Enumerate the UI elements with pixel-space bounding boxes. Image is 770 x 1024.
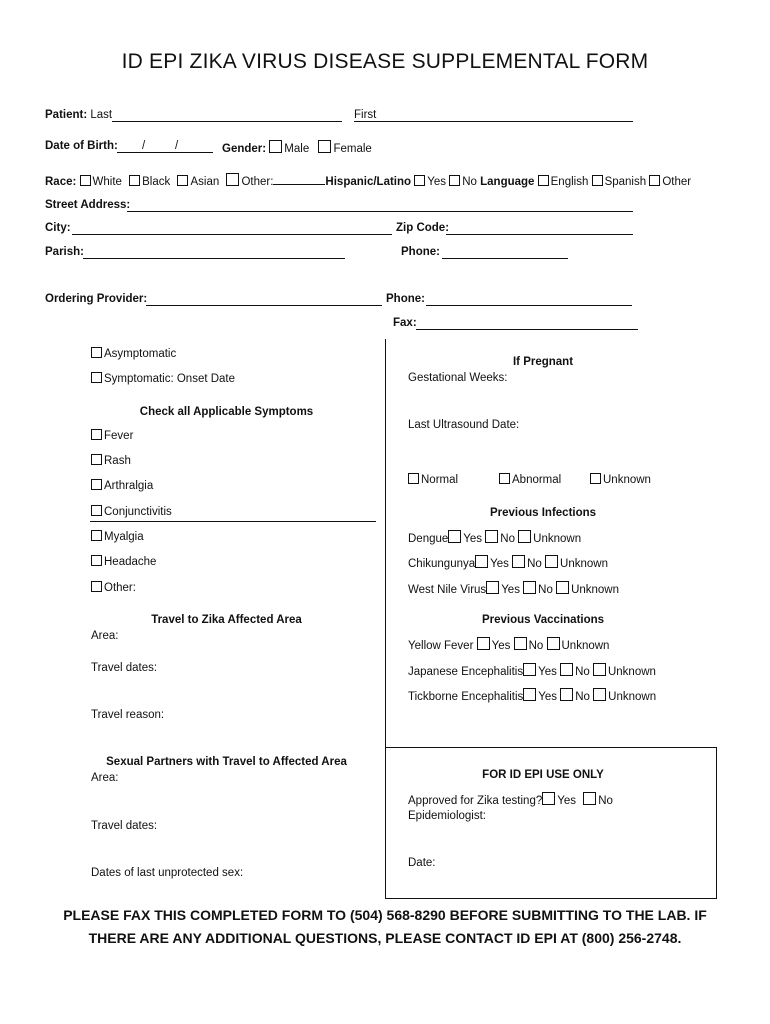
male-label: Male — [284, 143, 310, 155]
white-label: White — [92, 176, 122, 188]
tickborne-unknown-checkbox[interactable] — [593, 688, 606, 701]
race-row — [45, 173, 691, 188]
patient-phone-field[interactable] — [442, 258, 568, 259]
dob-sep-2: / — [175, 140, 179, 152]
vaccination-label: Tickborne Encephalitis — [408, 691, 524, 703]
unknown-label: Unknown — [571, 584, 620, 596]
chikungunya-yes-checkbox[interactable] — [475, 555, 488, 568]
yes-label: Yes — [557, 795, 577, 807]
provider-phone-field[interactable] — [426, 305, 632, 306]
travel-dates-label: Travel dates: — [91, 662, 158, 674]
spanish-checkbox[interactable] — [592, 175, 603, 186]
tickborne-no-checkbox[interactable] — [560, 688, 573, 701]
gender-row — [222, 140, 372, 155]
symptom-headache — [91, 555, 156, 568]
partners-area-label: Area: — [91, 772, 119, 784]
no-label: No — [575, 666, 590, 678]
chikungunya-unknown-checkbox[interactable] — [545, 555, 558, 568]
unknown-label: Unknown — [603, 474, 651, 486]
symptom-arthralgia — [91, 479, 153, 492]
no-label: No — [527, 558, 542, 570]
dengue-unknown-checkbox[interactable] — [518, 530, 531, 543]
symptom-fever — [91, 429, 133, 442]
vaccination-label: Japanese Encephalitis — [408, 666, 524, 678]
vaccination-row-yellow-fever — [408, 637, 609, 652]
abnormal-label: Abnormal — [512, 474, 562, 486]
vaccination-label: Yellow Fever — [408, 640, 474, 652]
hispanic-label: Hispanic/Latino — [325, 176, 412, 188]
hispanic-no-label: No — [462, 176, 477, 188]
symptom-myalgia — [91, 530, 144, 543]
normal-label: Normal — [421, 474, 459, 486]
patient-label: Patient: — [45, 109, 88, 121]
unknown-label: Unknown — [608, 691, 657, 703]
gender-label: Gender: — [222, 143, 267, 155]
first-name-field[interactable] — [354, 121, 633, 122]
parish-label: Parish: — [45, 246, 84, 258]
infection-label: Chikungunya — [408, 558, 476, 570]
symptom-label: Arthralgia — [104, 480, 154, 492]
infection-row-west-nile — [408, 581, 619, 596]
symptom-other — [91, 581, 136, 594]
vaccination-row-tickborne-encephalitis — [408, 688, 656, 703]
vaccination-row-japanese-encephalitis — [408, 663, 656, 678]
footer-line-1: PLEASE FAX THIS COMPLETED FORM TO (504) 568-8290 BEFORE SUBMITTING TO THE LAB. IF — [63, 907, 707, 923]
no-label: No — [528, 640, 544, 652]
gestational-label: Gestational Weeks: — [408, 372, 508, 384]
dob-sep-1: / — [142, 140, 146, 152]
no-label: No — [538, 584, 553, 596]
provider-fax-label: Fax: — [393, 317, 417, 329]
normal-checkbox[interactable] — [408, 473, 419, 484]
english-checkbox[interactable] — [538, 175, 549, 186]
language-other-checkbox[interactable] — [649, 175, 660, 186]
symptom-label: Conjunctivitis — [104, 506, 172, 518]
approved-no-checkbox[interactable] — [583, 792, 596, 805]
approved-label: Approved for Zika testing? — [408, 795, 543, 807]
asymptomatic-checkbox[interactable] — [91, 347, 102, 358]
spanish-label: Spanish — [604, 176, 647, 188]
travel-heading: Travel to Zika Affected Area — [151, 614, 302, 626]
hispanic-yes-label: Yes — [427, 176, 447, 188]
conjunctivitis-checkbox[interactable] — [91, 505, 102, 516]
no-label: No — [575, 691, 590, 703]
partners-heading: Sexual Partners with Travel to Affected Area — [106, 756, 347, 768]
unknown-checkbox[interactable] — [590, 473, 601, 484]
unknown-label: Unknown — [561, 640, 610, 652]
no-label: No — [598, 795, 613, 807]
fever-checkbox[interactable] — [91, 429, 102, 440]
yes-label: Yes — [538, 666, 557, 678]
symptom-label: Rash — [104, 455, 131, 467]
approved-row — [408, 792, 613, 807]
symptom-label: Headache — [104, 556, 157, 568]
infection-label: West Nile Virus — [408, 584, 487, 596]
unknown-label: Unknown — [607, 666, 656, 678]
female-checkbox[interactable] — [318, 140, 331, 153]
abnormal-checkbox[interactable] — [499, 473, 510, 484]
asymptomatic-option — [91, 347, 176, 360]
chikungunya-no-checkbox[interactable] — [512, 555, 525, 568]
infection-row-dengue — [408, 530, 581, 545]
ultrasound-label: Last Ultrasound Date: — [408, 419, 520, 431]
yes-label: Yes — [538, 691, 558, 703]
symptom-conjunctivitis — [91, 505, 172, 518]
footer-line-2: THERE ARE ANY ADDITIONAL QUESTIONS, PLEASE CONTACT ID EPI AT (800) 256-2748. — [88, 930, 682, 946]
black-checkbox[interactable] — [129, 175, 140, 186]
japanese-yes-checkbox[interactable] — [523, 663, 536, 676]
language-label: Language — [480, 176, 535, 188]
provider-fax-field[interactable] — [416, 329, 638, 330]
symptom-label: Other: — [104, 582, 136, 594]
english-label: English — [550, 176, 589, 188]
asymptomatic-label: Asymptomatic — [104, 348, 177, 360]
yellow-fever-yes-checkbox[interactable] — [477, 637, 490, 650]
symptom-rash — [91, 454, 131, 467]
ultrasound-abnormal — [499, 473, 561, 486]
symptom-label: Fever — [104, 430, 134, 442]
dob-label: Date of Birth: — [45, 140, 118, 152]
headache-checkbox[interactable] — [91, 555, 102, 566]
office-date-label: Date: — [408, 857, 436, 869]
pregnant-heading: If Pregnant — [512, 356, 574, 368]
other-race-label: Other: — [241, 176, 274, 188]
myalgia-checkbox[interactable] — [91, 530, 102, 541]
yellow-fever-unknown-checkbox[interactable] — [547, 637, 560, 650]
city-label: City: — [45, 222, 71, 234]
white-checkbox[interactable] — [80, 175, 91, 186]
street-field[interactable] — [127, 211, 633, 212]
infection-row-chikungunya — [408, 555, 608, 570]
other-race-checkbox[interactable] — [226, 173, 239, 186]
unknown-label: Unknown — [560, 558, 608, 570]
yes-label: Yes — [501, 584, 520, 596]
yes-label: Yes — [463, 533, 483, 545]
symptoms-heading: Check all Applicable Symptoms — [139, 406, 314, 418]
japanese-unknown-checkbox[interactable] — [593, 663, 606, 676]
zip-label: Zip Code: — [396, 222, 450, 234]
japanese-no-checkbox[interactable] — [560, 663, 573, 676]
symptomatic-option — [91, 372, 235, 385]
infection-label: Dengue — [408, 533, 449, 545]
infections-heading: Previous Infections — [489, 507, 597, 519]
form-title: ID EPI ZIKA VIRUS DISEASE SUPPLEMENTAL FORM — [121, 50, 649, 73]
female-label: Female — [333, 143, 372, 155]
west-nile-yes-checkbox[interactable] — [486, 581, 499, 594]
hispanic-yes-checkbox[interactable] — [414, 175, 425, 186]
ordering-provider-field[interactable] — [146, 305, 382, 306]
patient-row — [45, 109, 112, 121]
rash-checkbox[interactable] — [91, 454, 102, 465]
office-use-heading: FOR ID EPI USE ONLY — [482, 769, 604, 781]
ultrasound-unknown — [590, 473, 651, 486]
symptom-label: Myalgia — [104, 531, 144, 543]
asian-label: Asian — [190, 176, 220, 188]
tickborne-yes-checkbox[interactable] — [523, 688, 536, 701]
dob-field[interactable] — [117, 152, 213, 153]
symptomatic-checkbox[interactable] — [91, 372, 102, 383]
yellow-fever-no-checkbox[interactable] — [514, 637, 527, 650]
provider-phone-label: Phone: — [386, 293, 425, 305]
no-label: No — [500, 533, 515, 545]
parish-field[interactable] — [83, 258, 345, 259]
last-label: Last — [90, 109, 113, 121]
ordering-provider-label: Ordering Provider: — [45, 293, 148, 305]
unprotected-label: Dates of last unprotected sex: — [91, 867, 244, 879]
ultrasound-normal — [408, 473, 458, 486]
zip-field[interactable] — [446, 234, 633, 235]
travel-reason-label: Travel reason: — [91, 709, 165, 721]
language-other-label: Other — [662, 176, 692, 188]
unknown-label: Unknown — [533, 533, 582, 545]
last-name-field[interactable] — [112, 121, 342, 122]
black-label: Black — [142, 176, 171, 188]
first-label: First — [354, 109, 377, 121]
conjunctivitis-underline — [90, 521, 376, 522]
travel-area-label: Area: — [91, 630, 119, 642]
epidemiologist-label: Epidemiologist: — [408, 810, 486, 822]
west-nile-unknown-checkbox[interactable] — [556, 581, 569, 594]
street-label: Street Address: — [45, 199, 131, 211]
approved-yes-checkbox[interactable] — [542, 792, 555, 805]
race-label: Race: — [45, 176, 77, 188]
footer-instructions — [0, 904, 770, 950]
west-nile-no-checkbox[interactable] — [523, 581, 536, 594]
yes-label: Yes — [491, 640, 511, 652]
arthralgia-checkbox[interactable] — [91, 479, 102, 490]
vaccinations-heading: Previous Vaccinations — [481, 614, 605, 626]
symptomatic-label: Symptomatic: Onset Date — [104, 373, 236, 385]
other-symptom-checkbox[interactable] — [91, 581, 102, 592]
dengue-yes-checkbox[interactable] — [448, 530, 461, 543]
city-field[interactable] — [72, 234, 392, 235]
hispanic-no-checkbox[interactable] — [449, 175, 460, 186]
other-race-field[interactable] — [273, 184, 325, 185]
male-checkbox[interactable] — [269, 140, 282, 153]
yes-label: Yes — [490, 558, 509, 570]
dengue-no-checkbox[interactable] — [485, 530, 498, 543]
partners-dates-label: Travel dates: — [91, 820, 158, 832]
asian-checkbox[interactable] — [177, 175, 188, 186]
patient-phone-label: Phone: — [401, 246, 440, 258]
